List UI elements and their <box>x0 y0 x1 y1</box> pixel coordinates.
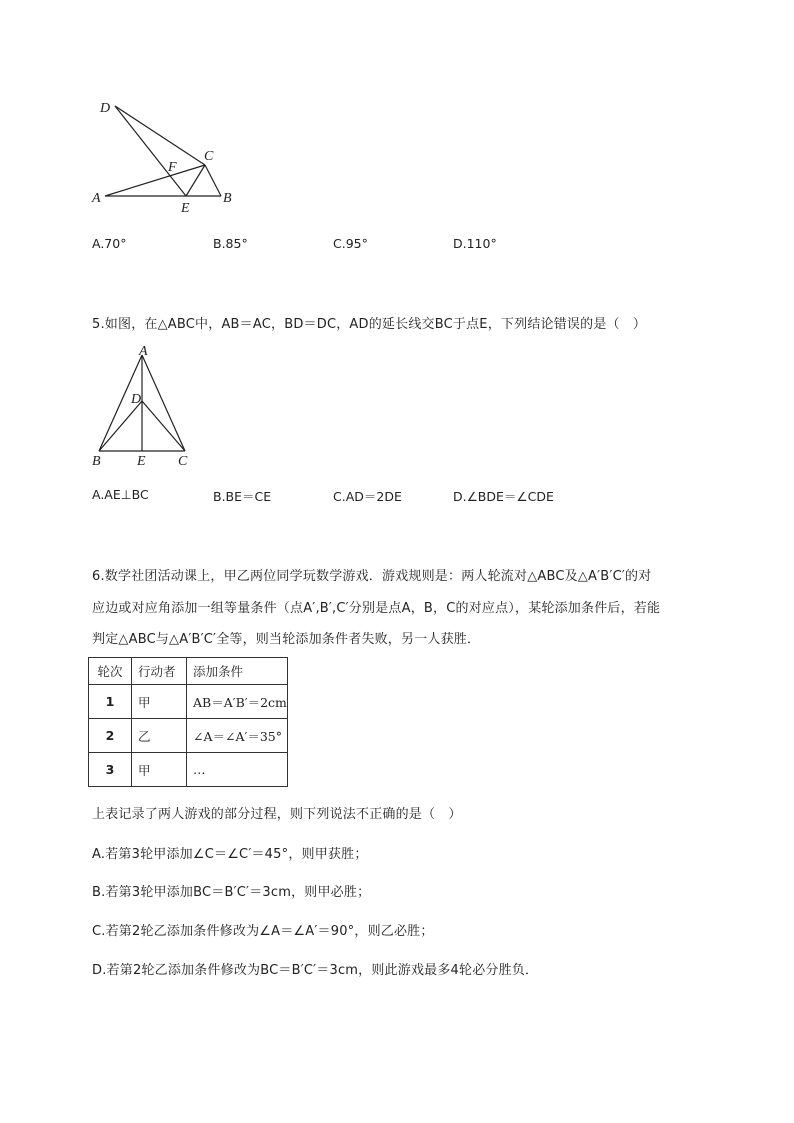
q4-label-a: A <box>92 191 101 206</box>
table-header-round: 轮次 <box>89 658 132 685</box>
table-header-actor: 行动者 <box>132 658 187 685</box>
q5-label-e: E <box>137 454 146 469</box>
q6-stem-line1: 6.数学社团活动课上，甲乙两位同学玩数学游戏．游戏规则是：两人轮流对△ABC及△A′B′C′的对 <box>92 569 652 584</box>
q5-label-c: C <box>178 454 188 469</box>
q5-option-d: D.∠BDE＝∠CDE <box>453 489 554 504</box>
q6-after-table: 上表记录了两人游戏的部分过程，则下列说法不正确的是（ ） <box>92 807 462 822</box>
q5-option-b: B.BE＝CE <box>213 489 272 504</box>
q4-label-c: C <box>204 149 214 164</box>
table-cell-round: 1 <box>89 685 132 719</box>
q6-option-a: A.若第3轮甲添加∠C＝∠C′＝45°，则甲获胜； <box>92 847 368 862</box>
q4-figure <box>88 92 248 216</box>
table-cell-actor: 甲 <box>132 753 187 787</box>
q6-stem-line3: 判定△ABC与△A′B′C′全等，则当轮添加条件者失败，另一人获胜． <box>92 632 481 647</box>
q4-label-b: B <box>223 191 232 206</box>
q4-label-e: E <box>181 201 190 216</box>
q4-label-f: F <box>168 160 177 175</box>
rounds-table <box>88 657 288 787</box>
table-row <box>89 719 288 753</box>
q5-figure <box>88 343 198 469</box>
table-row <box>89 685 288 719</box>
q4-option-b: B.85° <box>213 236 248 251</box>
table-header-row <box>89 658 288 685</box>
q5-option-c: C.AD＝2DE <box>333 489 402 504</box>
q5-stem: 5.如图，在△ABC中，AB＝AC，BD＝DC，AD的延长线交BC于点E，下列结论错误的是（ ） <box>92 317 647 332</box>
table-cell-round: 3 <box>89 753 132 787</box>
q6-option-b: B.若第3轮甲添加BC＝B′C′＝3cm，则甲必胜； <box>92 885 371 900</box>
q4-option-c: C.95° <box>333 236 368 251</box>
q5-option-a: A.AE⊥BC <box>92 487 149 502</box>
q4-option-d: D.110° <box>453 236 497 251</box>
q4-option-a: A.70° <box>92 236 127 251</box>
q5-label-b: B <box>92 454 101 469</box>
table-cell-condition: AB＝A′B′＝2cm <box>187 685 288 719</box>
table-cell-actor: 甲 <box>132 685 187 719</box>
table-row <box>89 753 288 787</box>
table-cell-round: 2 <box>89 719 132 753</box>
q6-option-d: D.若第2轮乙添加条件修改为BC＝B′C′＝3cm，则此游戏最多4轮必分胜负． <box>92 963 539 978</box>
q5-label-d: D <box>131 392 142 407</box>
table-cell-condition: … <box>187 753 288 787</box>
table-cell-actor: 乙 <box>132 719 187 753</box>
q5-label-a: A <box>139 344 148 359</box>
q4-label-d: D <box>100 101 111 116</box>
table-header-condition: 添加条件 <box>187 658 288 685</box>
q6-option-c: C.若第2轮乙添加条件修改为∠A＝∠A′＝90°，则乙必胜； <box>92 924 434 939</box>
table-cell-condition: ∠A＝∠A′＝35° <box>187 719 288 753</box>
q6-stem-line2: 应边或对应角添加一组等量条件（点A′,B′,C′分别是点A，B，C的对应点），某轮添加条件后，若能 <box>92 601 661 616</box>
